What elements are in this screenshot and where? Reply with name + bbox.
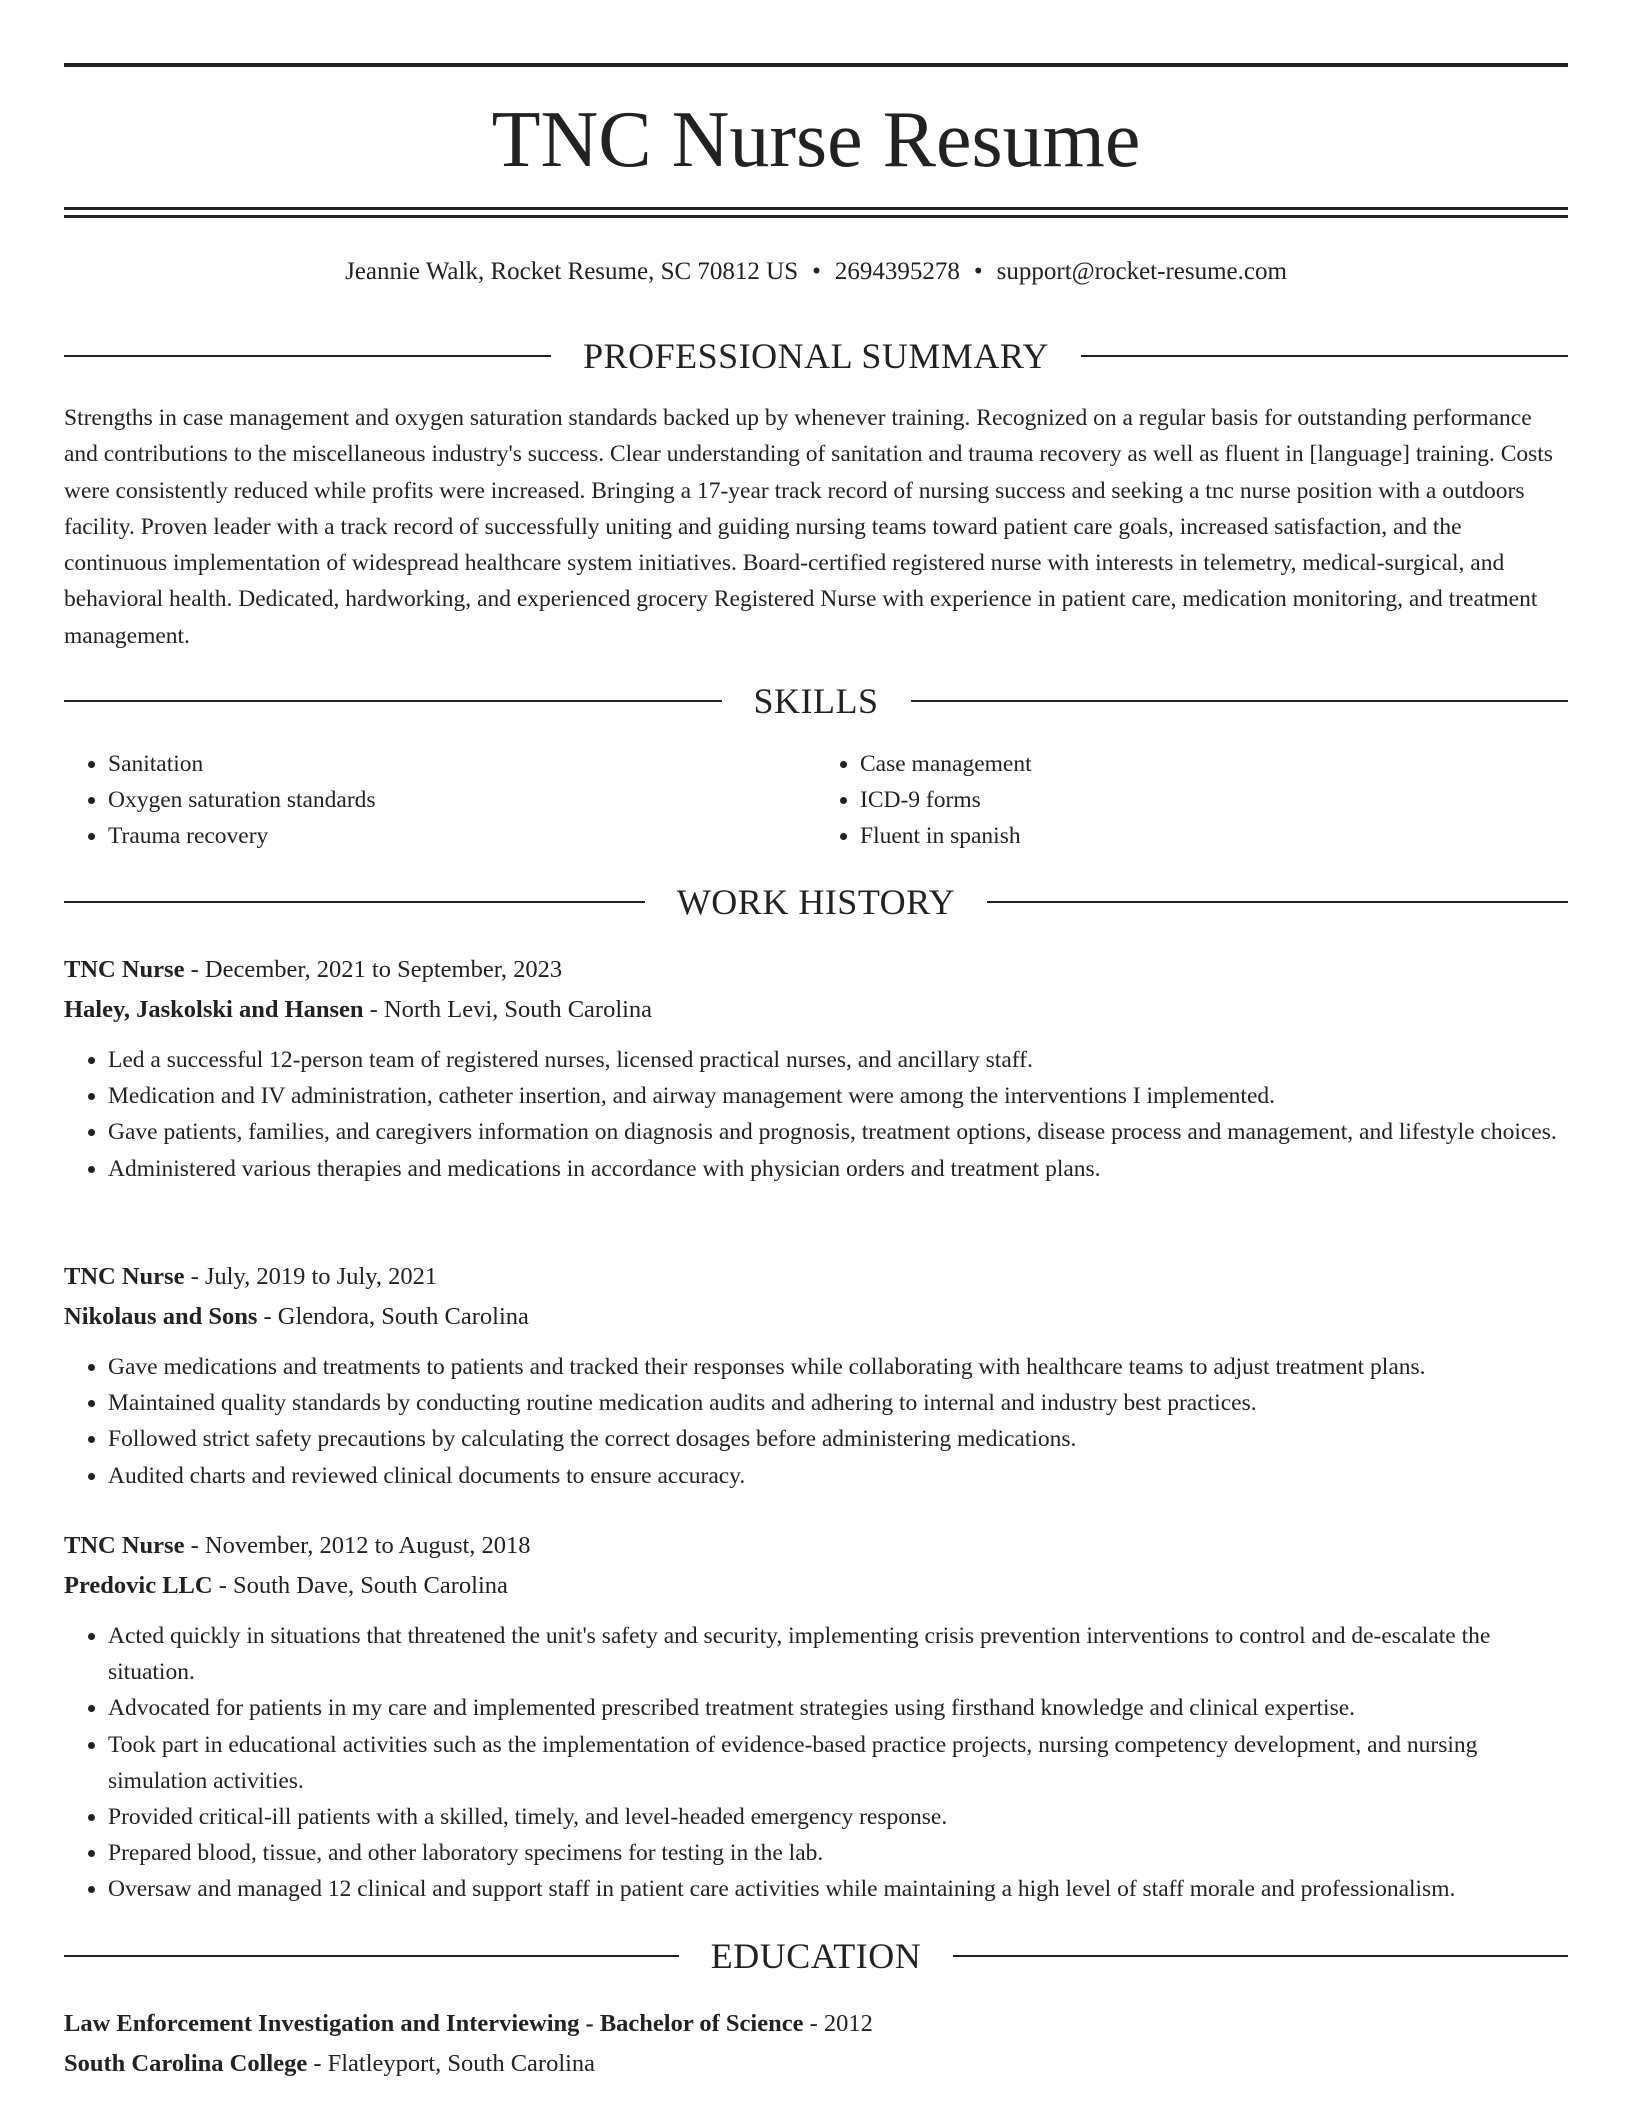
job-bullet: • Provided critical-ill patients with a skilled, timely, and level-headed emergency response. [108,1799,1568,1835]
education-program: Law Enforcement Investigation and Interviewing - Bachelor of Science [64,2010,804,2037]
skill-item: • Trauma recovery [108,818,816,854]
job-location: - South Dave, South Carolina [212,1572,508,1599]
section-title: SKILLS [753,681,879,721]
contact-separator: • [812,258,821,285]
education-school-row [64,2044,1568,2084]
job-bullet: • Oversaw and managed 12 clinical and support staff in patient care activities while maintaining a high level of staff morale and professionalism. [108,1871,1568,1907]
top-rule [64,63,1568,67]
job-bullet: • Audited charts and reviewed clinical documents to ensure accuracy. [108,1458,1568,1494]
job-title-row [64,950,1568,990]
resume-title: TNC Nurse Resume [491,96,1141,184]
contact-line [64,256,1568,288]
job-bullet: • Led a successful 12-person team of registered nurses, licensed practical nurses, and ancillary staff. [108,1042,1568,1078]
job-title: TNC Nurse [64,1532,185,1559]
skills-list [64,746,1568,854]
divider [987,901,1568,903]
job-bullet: • Gave patients, families, and caregivers information on diagnosis and prognosis, treatment options, disease process and management, and lifestyle choices. [108,1114,1568,1150]
job-bullets [64,1349,1568,1494]
job-bullet: • Medication and IV administration, catheter insertion, and airway management were among the interventions I implemented. [108,1078,1568,1114]
job-bullet: • Gave medications and treatments to patients and tracked their responses while collaborating with healthcare teams to adjust treatment plans. [108,1349,1568,1385]
section-header-education [64,1934,1568,1978]
section-title: EDUCATION [710,1936,922,1976]
job-title: TNC Nurse [64,1263,185,1290]
job-location: - Glendora, South Carolina [257,1303,529,1330]
job-company: Predovic LLC [64,1572,213,1599]
job-dates: - December, 2021 to September, 2023 [184,956,563,983]
divider [64,700,722,702]
contact-separator: • [973,258,983,285]
title-rule-upper [64,207,1568,210]
job-company: Haley, Jaskolski and Hansen [64,996,364,1023]
job-bullet: • Acted quickly in situations that threatened the unit's safety and security, implementing crisis prevention interventions to control and de-escalate the situation. [108,1618,1568,1690]
job-company: Nikolaus and Sons [64,1303,258,1330]
job-entry [64,1526,1568,1908]
education-degree-row [64,2004,1568,2044]
skill-item: • Oxygen saturation standards [108,782,816,818]
job-bullet: • Maintained quality standards by conducting routine medication audits and adhering to internal and industry best practices. [108,1385,1568,1421]
job-bullet: • Followed strict safety precautions by calculating the correct dosages before administering medications. [108,1421,1568,1457]
job-location: - North Levi, South Carolina [363,996,653,1023]
job-bullet: • Prepared blood, tissue, and other laboratory specimens for testing in the lab. [108,1835,1568,1871]
job-employer-row [64,1297,1568,1337]
section-title: WORK HISTORY [676,882,956,922]
section-header-summary [64,334,1568,378]
skill-item: • Fluent in spanish [860,818,1568,854]
professional-summary: Strengths in case management and oxygen saturation standards backed up by whenever training. Recognized on a regular basis for outstanding performance and contributions to the miscellaneous industry's success. Clear understanding of sanitation and trauma recovery as well as fluent in [language] training. Costs were consistently reduced while profits were increased. Bringing a 17-year track record of nursing success and seeking a tnc nurse position with a outdoors facility. Proven leader with a track record of successfully uniting and guiding nursing teams toward patient care goals, increased satisfaction, and the continuous implementation of widespread healthcare system initiatives. Board-certified registered nurse with interests in telemetry, medical-surgical, and behavioral health. Dedicated, hardworking, and experienced grocery Registered Nurse with experience in patient care, medication monitoring, and treatment management. [64,405,1553,649]
skill-item: • Case management [860,746,1568,782]
contact-phone: 2694395278 [834,258,960,285]
education-location: - Flatleyport, South Carolina [307,2050,596,2077]
job-title-row [64,1526,1568,1566]
job-employer-row [64,1566,1568,1606]
contact-address: Jeannie Walk, Rocket Resume, SC 70812 US [345,258,799,285]
divider [1081,355,1568,357]
skill-item: • Sanitation [108,746,816,782]
job-title: TNC Nurse [64,956,185,983]
skills-column-left [64,746,816,854]
education-year: - 2012 [803,2010,873,2037]
contact-email: support@rocket-resume.com [996,258,1287,285]
job-bullet: • Administered various therapies and medications in accordance with physician orders and treatment plans. [108,1151,1568,1187]
job-bullets [64,1618,1568,1908]
skill-item: • ICD-9 forms [860,782,1568,818]
section-title: PROFESSIONAL SUMMARY [583,336,1049,376]
section-header-work-history [64,880,1568,924]
title-rule-lower [64,215,1568,218]
divider [64,901,645,903]
job-title-row [64,1257,1568,1297]
job-bullets [64,1042,1568,1187]
divider [64,1955,679,1957]
divider [953,1955,1568,1957]
divider [911,700,1569,702]
divider [64,355,551,357]
job-dates: - November, 2012 to August, 2018 [184,1532,531,1559]
skills-column-right [816,746,1568,854]
job-bullet: • Advocated for patients in my care and implemented prescribed treatment strategies using firsthand knowledge and clinical expertise. [108,1690,1568,1726]
job-entry [64,1257,1568,1494]
education-entry [64,2004,1568,2084]
section-header-skills [64,679,1568,723]
job-bullet: • Took part in educational activities such as the implementation of evidence-based practice projects, nursing competency development, and nursing simulation activities. [108,1727,1568,1799]
education-school: South Carolina College [64,2050,308,2077]
job-entry [64,950,1568,1187]
job-dates: - July, 2019 to July, 2021 [184,1263,438,1290]
job-employer-row [64,990,1568,1030]
